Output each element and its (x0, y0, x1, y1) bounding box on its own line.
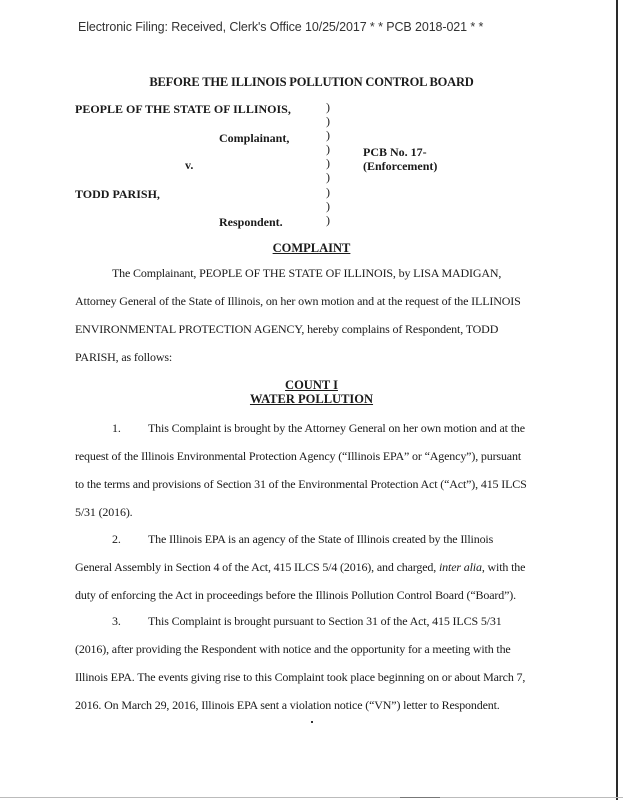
caption-paren: ) (326, 114, 330, 129)
caption-paren: ) (326, 184, 330, 199)
caption-paren: ) (326, 170, 330, 185)
paragraph-1-line: to the terms and provisions of Section 31 of the Environmental Protection Act (“Act”), 415 ILCS (75, 477, 527, 491)
intro-line: Attorney General of the State of Illinois, on her own motion and at the request of the ILLINOIS (75, 294, 521, 308)
scan-border-bottom (0, 797, 623, 798)
court-title: BEFORE THE ILLINOIS POLLUTION CONTROL BOARD (149, 75, 474, 89)
paragraph-text: , with the (481, 560, 526, 574)
paragraph-text: This Complaint is brought pursuant to Section 31 of the Act, 415 ILCS 5/31 (148, 614, 502, 628)
count-heading: COUNT I (285, 378, 338, 392)
paragraph-number: 1. (112, 421, 121, 435)
paragraph-3-line (112, 614, 545, 629)
paragraph-3-line: Illinois EPA. The events giving rise to this Complaint took place beginning on or about March 7, (75, 670, 526, 684)
intro-line: PARISH, as follows: (75, 350, 173, 364)
paragraph-2-line (75, 560, 545, 575)
caption-paren: ) (326, 100, 330, 114)
count-subtitle: WATER POLLUTION (249, 392, 374, 406)
intro-line: ENVIRONMENTAL PROTECTION AGENCY, hereby complains of Respondent, TODD (75, 322, 499, 336)
plaintiff-name: PEOPLE OF THE STATE OF ILLINOIS, (75, 102, 291, 116)
complaint-heading: COMPLAINT (272, 241, 351, 255)
versus-label: v. (185, 158, 194, 172)
intro-line: The Complainant, PEOPLE OF THE STATE OF ILLINOIS, by LISA MADIGAN, (112, 266, 502, 280)
paragraph-3-line: 2016. On March 29, 2016, Illinois EPA sent a violation notice (“VN”) letter to Respondent. (75, 698, 500, 712)
caption-paren: ) (326, 142, 330, 157)
paragraph-text: This Complaint is brought by the Attorney General on her own motion and at the (148, 421, 525, 435)
defendant-name: TODD PARISH, (75, 187, 160, 201)
scan-speck (311, 721, 313, 723)
plaintiff-role: Complainant, (219, 131, 290, 145)
paragraph-3-line: (2016), after providing the Respondent with notice and the opportunity for a meeting with the (75, 642, 511, 656)
paragraph-text: General Assembly in Section 4 of the Act, 415 ILCS 5/4 (2016), and charged, (75, 560, 437, 574)
case-number: PCB No. 17- (363, 145, 427, 159)
caption-paren: ) (326, 128, 330, 143)
caption-paren: ) (326, 156, 330, 171)
scan-artifact-line (400, 797, 440, 798)
paragraph-1-line (112, 421, 545, 436)
electronic-filing-stamp: Electronic Filing: Received, Clerk's Office 10/25/2017 * * PCB 2018-021 * * (78, 20, 484, 34)
paragraph-number: 3. (112, 614, 121, 628)
caption-paren: ) (326, 198, 330, 213)
caption-paren-column (326, 100, 330, 227)
case-type: (Enforcement) (363, 159, 438, 173)
paragraph-text: The Illinois EPA is an agency of the State of Illinois created by the Illinois (148, 532, 494, 546)
paragraph-2-line (112, 532, 545, 547)
paragraph-1-line: 5/31 (2016). (75, 505, 133, 519)
paragraph-1-line: request of the Illinois Environmental Protection Agency (“Illinois EPA” or “Agency”), pursuant (75, 449, 522, 463)
italic-latin-term: inter alia (439, 560, 482, 574)
paragraph-number: 2. (112, 532, 121, 546)
caption-paren: ) (326, 212, 330, 227)
paragraph-2-line: duty of enforcing the Act in proceedings before the Illinois Pollution Control Board (“Board”). (75, 588, 516, 602)
defendant-role: Respondent. (219, 215, 283, 229)
